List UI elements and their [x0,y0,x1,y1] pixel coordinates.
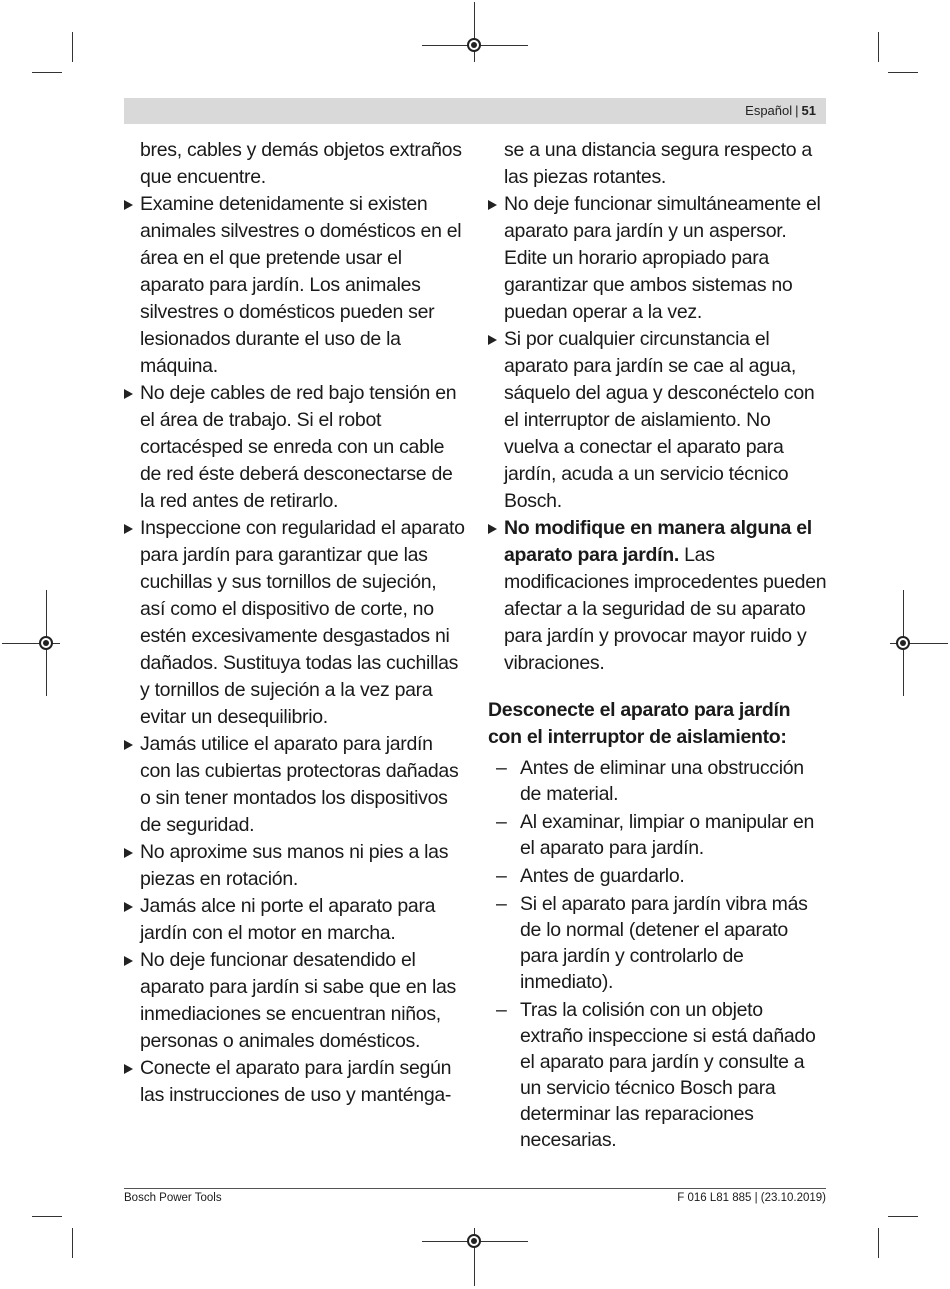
bullet-text: Examine detenidamente si existen animales silvestres o domésticos en el área en el que pretende usar el aparato para jardín. Los animales silvestres o domésticos pueden ser lesionados durante el uso de la máquina. [140,193,462,377]
bullet-text: No aproxime sus manos ni pies a las piezas en rotación. [140,841,449,890]
triangle-bullet-icon [124,956,133,966]
triangle-bullet-icon [124,740,133,750]
dash-item-text: Tras la colisión con un objeto extraño inspeccione si está dañado el aparato para jardín y consulte a un servicio técnico Bosch para determinar las reparaciones necesarias. [520,999,816,1151]
safety-bullet [124,893,466,947]
bullet-text: No deje funcionar desatendido el aparato para jardín si sabe que en las inmediaciones se encuentran niños, personas o animales domésticos. [140,949,456,1052]
crop-mark [72,1228,73,1258]
continuation-text: bres, cables y demás objetos extraños que encuentre. [140,139,462,188]
triangle-bullet-icon [124,389,133,399]
registration-line [474,2,475,62]
triangle-bullet-icon [124,524,133,534]
triangle-bullet-icon [488,335,497,345]
bullet-text: Si por cualquier circunstancia el aparato para jardín se cae al agua, sáquelo del agua y desconéctelo con el interruptor de aislamiento. No vuelva a conectar el aparato para jardín, acuda a un servicio técnico Bosch. [504,328,815,512]
registration-mark [467,38,481,52]
triangle-bullet-icon [124,848,133,858]
crop-mark [72,32,73,62]
left-column [124,137,466,1109]
crop-mark [878,32,879,62]
triangle-bullet-icon [488,524,497,534]
dash-symbol: – [496,757,507,779]
bullet-text: Conecte el aparato para jardín según las instrucciones de uso y manténga- [140,1057,452,1106]
triangle-bullet-icon [124,902,133,912]
bullet-text: No deje funcionar simultáneamente el aparato para jardín y un aspersor. Edite un horario apropiado para garantizar que ambos sistemas no puedan operar a la vez. [504,193,821,323]
bullet-text: No deje cables de red bajo tensión en el área de trabajo. Si el robot cortacésped se enreda con un cable de red éste deberá desconectarse de la red antes de retirarlo. [140,382,457,512]
crop-mark [32,1216,62,1217]
dash-item-text: Antes de guardarlo. [520,865,685,887]
dash-symbol: – [496,865,507,887]
crop-mark [878,1228,879,1258]
bullet-text: Jamás utilice el aparato para jardín con las cubiertas protectoras dañadas o sin tener montados los dispositivos de seguridad. [140,733,459,836]
continuation-text: se a una distancia segura respecto a las piezas rotantes. [504,139,812,188]
dash-symbol: – [496,999,507,1021]
dash-list-item [488,809,828,861]
section-heading: Desconecte el aparato para jardín con el interruptor de aislamiento: [488,699,791,748]
header-text [745,103,816,118]
crop-mark [32,72,62,73]
dash-list-item [488,755,828,807]
footer-doc-number: F 016 L81 885 | (23.10.2019) [677,1192,826,1204]
registration-mark [467,1234,481,1248]
registration-mark [896,636,910,650]
safety-bullet [124,380,466,515]
dash-list-item [488,997,828,1153]
safety-bullet [124,839,466,893]
crop-mark [888,1216,918,1217]
bullet-text: Inspeccione con regularidad el aparato para jardín para garantizar que las cuchillas y sus tornillos de sujeción, así como el dispositivo de corte, no estén excesivamente desgastados ni dañados. Sustituya todas las cuchillas y tornillos de sujeción a la vez para evitar un desequilibrio. [140,517,465,728]
header-separator: | [795,103,799,118]
dash-list-item [488,891,828,995]
dash-item-text: Si el aparato para jardín vibra más de lo normal (detener el aparato para jardín y controlarlo de inmediato). [520,893,808,993]
safety-bullet [124,191,466,380]
safety-bullet [488,191,828,326]
triangle-bullet-icon [124,200,133,210]
footer-rule [124,1188,826,1189]
bullet-text: Jamás alce ni porte el aparato para jardín con el motor en marcha. [140,895,436,944]
triangle-bullet-icon [124,1064,133,1074]
safety-bullet [124,947,466,1055]
dash-symbol: – [496,811,507,833]
triangle-bullet-icon [488,200,497,210]
bullet-bold-text: No modifique en manera alguna el aparato para jardín. [504,517,812,566]
dash-list-item [488,863,828,889]
dash-item-text: Al examinar, limpiar o manipular en el aparato para jardín. [520,811,815,859]
safety-bullet-bold [488,515,828,677]
page-number: 51 [801,103,816,118]
dash-item-text: Antes de eliminar una obstrucción de material. [520,757,804,805]
dash-symbol: – [496,893,507,915]
safety-bullet [124,1055,466,1109]
registration-mark [39,636,53,650]
page-header [124,98,826,124]
footer-brand: Bosch Power Tools [124,1192,222,1204]
safety-bullet [488,326,828,515]
safety-bullet [124,515,466,731]
crop-mark [888,72,918,73]
bullet-text: Las modificaciones improcedentes pueden afectar a la seguridad de su aparato para jardín y provocar mayor ruido y vibraciones. [504,544,827,674]
safety-bullet [124,731,466,839]
header-language: Español [745,103,793,118]
right-column [488,137,828,1155]
